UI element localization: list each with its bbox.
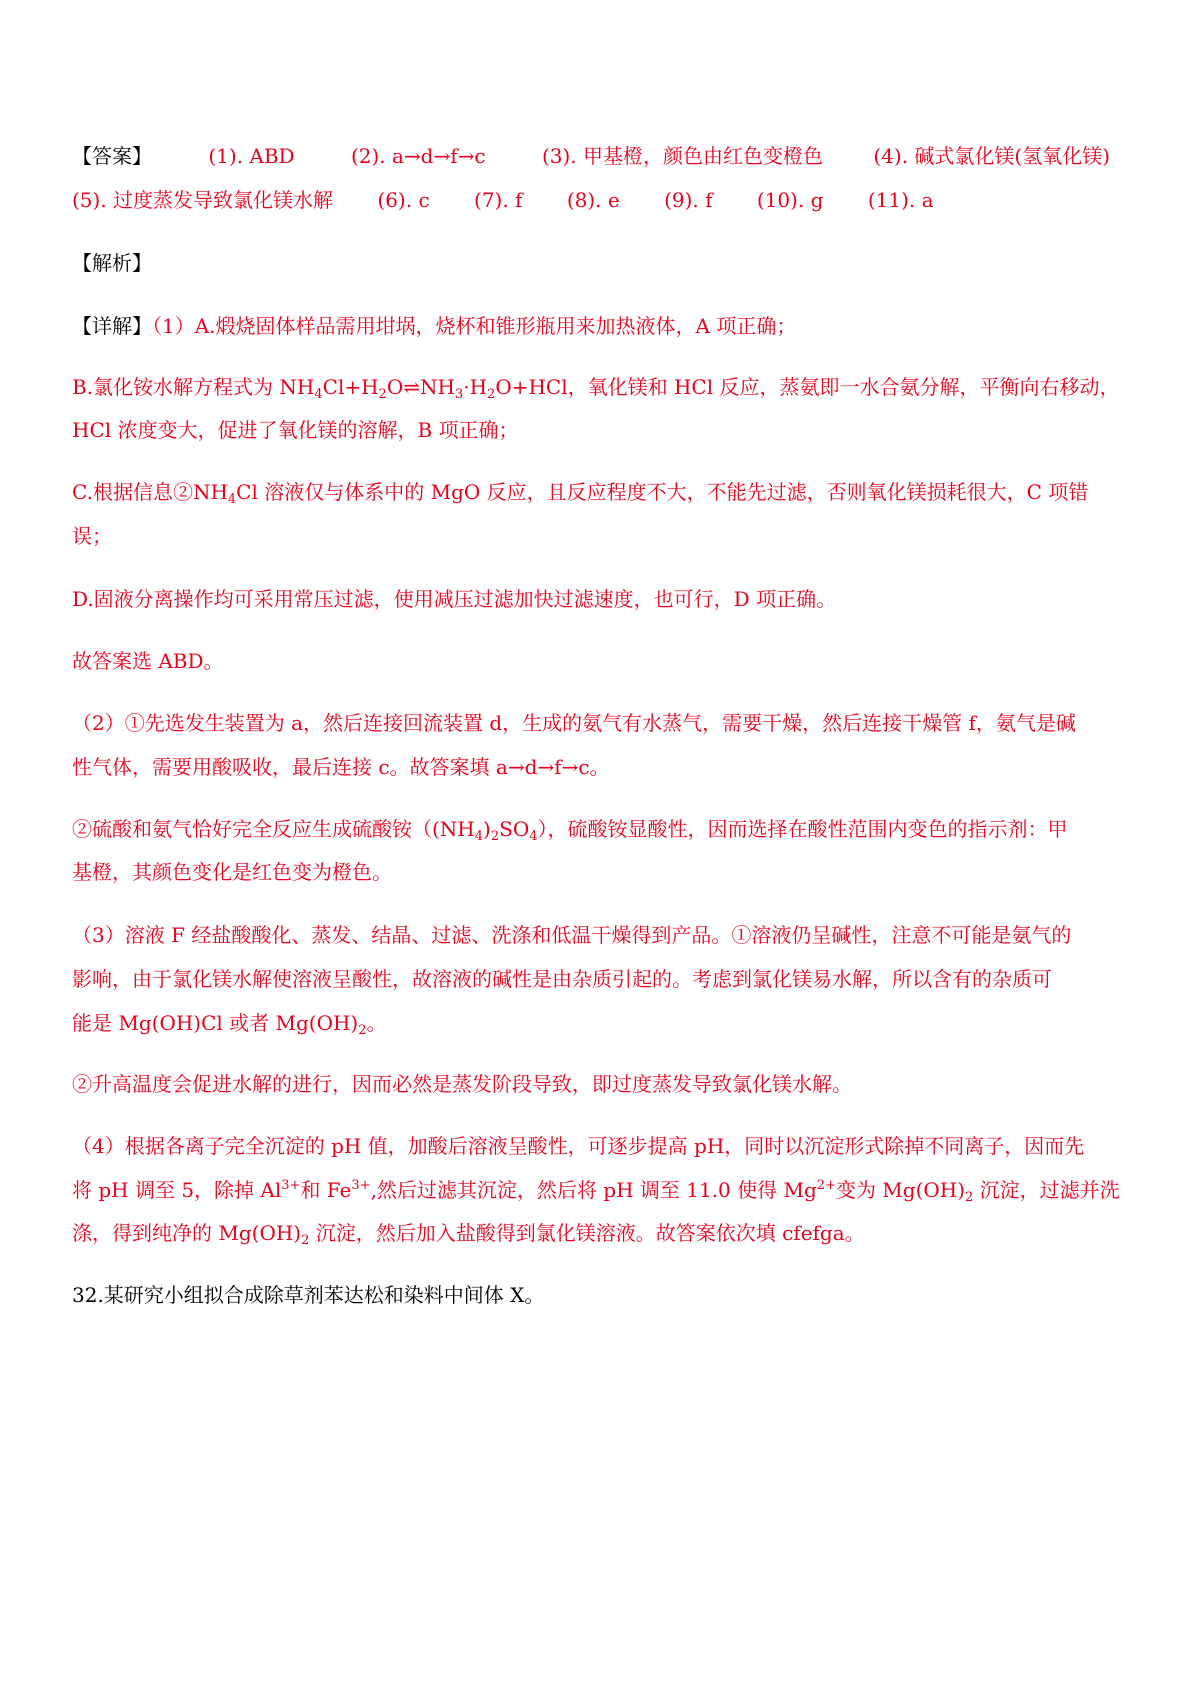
b-sub-2: 2 [378,387,387,402]
q4-text-5: 沉淀，过滤并洗 [973,1178,1120,1202]
q2b-line-2: 基橙，其颜色变化是红色变为橙色。 [72,860,392,884]
b-sub-1: 4 [314,387,323,402]
answer-item-6: (6). c [377,188,430,212]
answer-item-5: (5). 过度蒸发导致氯化镁水解 [72,188,334,212]
q2b-sub-3: 4 [529,829,538,844]
q4-sub-1: 2 [965,1190,974,1205]
b-sub-3: 3 [454,387,464,402]
q4-line-2 [72,1176,1120,1204]
answer-item-2: (2). a→d→f→c [350,144,486,168]
q2-line-1: （2）①先选发生装置为 a，然后连接回流装置 d，生成的氨气有水蒸气，需要干燥，然后连接干燥管 f，氨气是碱 [72,711,1076,735]
answer-line-2 [72,186,934,214]
answer-label: 【答案】 [72,144,152,168]
q3-sub-1: 2 [358,1023,367,1038]
answer-item-9: (9). f [664,188,713,212]
q3b-line: ②升高温度会促进水解的进行，因而必然是蒸发阶段导致，即过度蒸发导致氯化镁水解。 [72,1072,852,1096]
q4-sup-3: 2+ [816,1178,836,1193]
q4-text-7: 沉淀，然后加入盐酸得到氯化镁溶液。故答案依次填 cfefga。 [309,1221,865,1245]
answer-item-10: (10). g [756,188,824,212]
q4-text-6: 涤，得到纯净的 Mg(OH) [72,1221,302,1245]
answer-item-4: (4). 碱式氯化镁(氢氧化镁) [873,144,1111,168]
q3-text-1: 能是 Mg(OH)Cl 或者 Mg(OH) [72,1011,359,1035]
c-sub-1: 4 [227,492,237,507]
q3-line-2: 影响，由于氯化镁水解使溶液呈酸性，故溶液的碱性是由杂质引起的。考虑到氯化镁易水解，所以含有的杂质可 [72,967,1052,991]
q4-text-1: 将 pH 调至 5，除掉 Al [72,1178,282,1202]
detail-part-1: （1）A.煅烧固体样品需用坩埚，烧杯和锥形瓶用来加热液体，A 项正确； [152,314,797,338]
answer-item-3: (3). 甲基橙，颜色由红色变橙色 [541,144,824,168]
detail-b-line-1 [72,373,1119,401]
next-question: 32.某研究小组拟合成除草剂苯达松和染料中间体 X。 [72,1283,545,1307]
q4-sub-2: 2 [301,1233,310,1248]
q4-sup-2: 3+ [351,1178,371,1193]
detail-d-line: D.固液分离操作均可采用常压过滤，使用减压过滤加快过滤速度，也可行，D 项正确。 [72,587,837,611]
q4-sup-1: 3+ [281,1178,301,1193]
answer-item-11: (11). a [867,188,934,212]
q2b-text-4: ），硫酸铵显酸性，因而选择在酸性范围内变色的指示剂：甲 [537,817,1068,841]
b-sub-4: 2 [487,387,496,402]
detail-label: 【详解】 [72,314,152,338]
q2b-sub-1: 4 [474,829,484,844]
q3-line-1: （3）溶液 F 经盐酸酸化、蒸发、结晶、过滤、洗涤和低温干燥得到产品。①溶液仍呈碱性，注意不可能是氨气的 [72,923,1072,947]
q4-text-4: 变为 Mg(OH) [835,1178,966,1202]
detail-b-line-2: HCl 浓度变大，促进了氧化镁的溶解，B 项正确； [72,418,519,442]
q2b-line-1 [72,815,1068,843]
detail-c-line-1 [72,478,1088,506]
q4-text-3: ,然后过滤其沉淀，然后将 pH 调至 11.0 使得 Mg [370,1178,817,1202]
c-text-2: Cl 溶液仅与体系中的 MgO 反应，且反应程度不大，不能先过滤，否则氧化镁损耗很大，C 项错 [236,480,1089,504]
b-text-3: O⇌NH [386,375,455,399]
q4-text-2: 和 Fe [300,1178,352,1202]
analysis-label: 【解析】 [72,251,152,275]
q3-text-2: 。 [366,1011,387,1035]
q3-line-3 [72,1009,387,1037]
c-text-1: C.根据信息②NH [72,480,228,504]
q2b-text-2: ) [483,817,491,841]
q4-line-3 [72,1219,865,1247]
q2b-text-1: ②硫酸和氨气恰好完全反应生成硫酸铵（(NH [72,817,475,841]
answer-item-1: (1). ABD [208,144,295,168]
b-text-5: O+HCl，氧化镁和 HCl 反应，蒸氨即一水合氨分解，平衡向右移动， [495,375,1120,399]
conclusion-line: 故答案选 ABD。 [72,649,224,673]
answer-item-8: (8). e [566,188,620,212]
q2b-text-3: SO [499,817,530,841]
b-text-2: Cl+H [322,375,379,399]
b-text-4: ·H [463,375,488,399]
q4-line-1: （4）根据各离子完全沉淀的 pH 值，加酸后溶液呈酸性，可逐步提高 pH，同时以沉淀形式除掉不同离子，因而先 [72,1134,1085,1158]
detail-c-line-2: 误； [72,524,112,548]
answer-line-1 [72,142,1110,170]
q2b-sub-2: 2 [490,829,500,844]
answer-item-7: (7). f [474,188,523,212]
q2-line-2: 性气体，需要用酸吸收，最后连接 c。故答案填 a→d→f→c。 [72,755,610,779]
b-text-1: B.氯化铵水解方程式为 NH [72,375,315,399]
detail-line-1 [72,312,796,340]
